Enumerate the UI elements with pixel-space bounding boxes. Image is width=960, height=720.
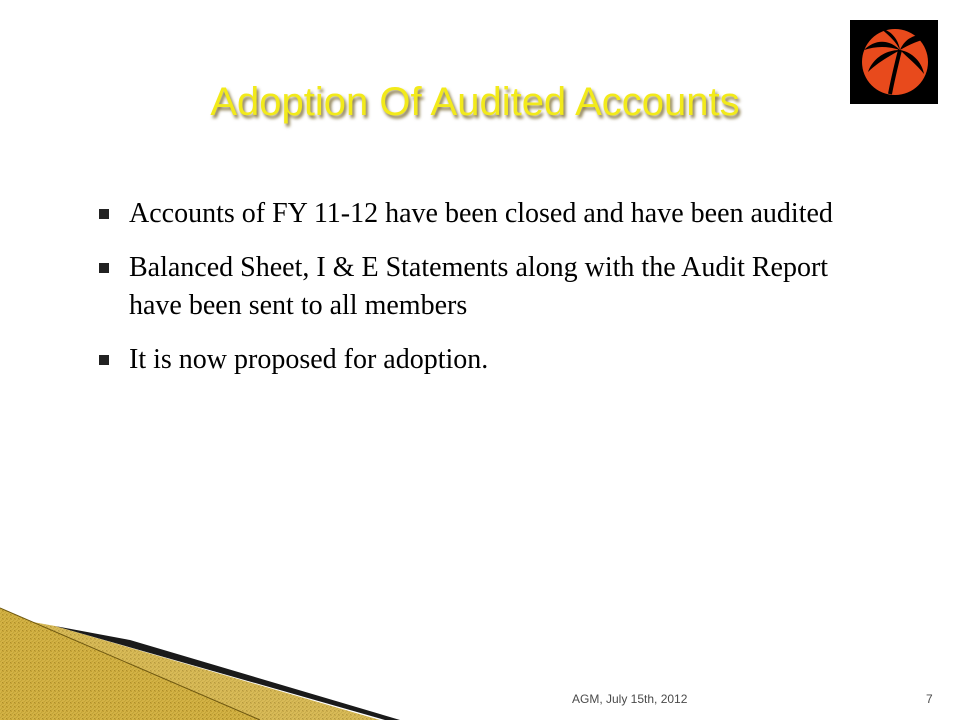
- bullet-text: Balanced Sheet, I & E Statements along with the Audit Report have been sent to all members: [129, 252, 829, 321]
- footer-text: AGM, July 15th, 2012: [572, 692, 688, 706]
- bullet-text: It is now proposed for adoption.: [129, 344, 489, 375]
- bullet-item: [96, 341, 856, 379]
- square-bullet-icon: [99, 263, 109, 273]
- bullet-item: [96, 249, 856, 325]
- palm-tree-sun-logo-icon: [850, 20, 938, 104]
- bullet-text: Accounts of FY 11-12 have been closed and have been audited: [129, 198, 833, 229]
- square-bullet-icon: [99, 355, 109, 365]
- square-bullet-icon: [99, 209, 109, 219]
- bullet-item: [96, 195, 856, 233]
- page-number: 7: [926, 692, 933, 706]
- slide-title: Adoption Of Audited Accounts: [210, 80, 740, 124]
- bullet-list: [96, 195, 856, 395]
